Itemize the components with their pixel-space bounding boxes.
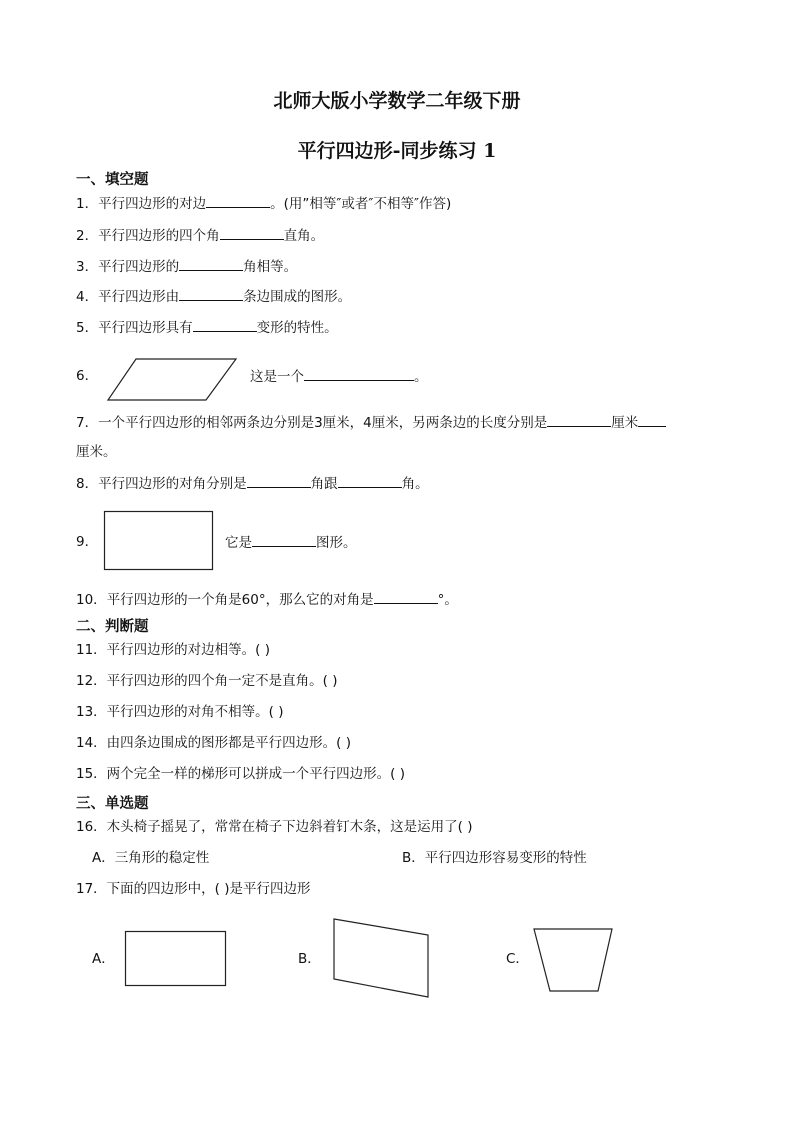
question-6 [250, 367, 428, 386]
question-number: 3． [76, 259, 99, 275]
question-text-end: 。(用”相等″或者″不相等″作答) [270, 196, 452, 212]
question-text-end: 条边围成的图形。 [243, 289, 352, 305]
section-heading-judge: 二、判断题 [76, 619, 149, 635]
question-9-number: 9． [76, 534, 99, 550]
question-text: 一个平行四边形的相邻两条边分别是3厘米，4厘米，另两条边的长度分别是 [98, 415, 548, 431]
answer-blank[interactable] [206, 194, 270, 208]
question-number: 1． [76, 196, 99, 212]
question-7 [76, 413, 666, 432]
parallelogram-option-figure [320, 915, 432, 999]
answer-blank-2[interactable] [638, 413, 666, 427]
question-text-end: 角相等。 [243, 259, 298, 275]
question-number: 10． [76, 592, 107, 608]
question-text-end: 直角。 [283, 228, 325, 244]
option-17-a[interactable]: A． [92, 951, 115, 967]
answer-blank[interactable] [220, 226, 284, 240]
question-6-number: 6． [76, 368, 99, 384]
option-17-c[interactable]: C． [506, 951, 529, 967]
question-number: 4． [76, 289, 99, 305]
question-text-end: °。 [437, 592, 458, 608]
answer-blank[interactable] [547, 413, 611, 427]
option-16-a[interactable]: A．三角形的稳定性 [92, 850, 210, 866]
answer-blank[interactable] [179, 257, 243, 271]
question-number: 7． [76, 415, 99, 431]
question-text: 平行四边形由 [98, 289, 180, 305]
option-17-b[interactable]: B． [298, 951, 321, 967]
question-text-end: 角。 [401, 476, 429, 492]
question-9 [225, 533, 357, 552]
answer-blank[interactable] [179, 287, 243, 301]
question-14: 14．由四条边围成的图形都是平行四边形。( ) [76, 735, 352, 751]
question-11: 11．平行四边形的对边相等。( ) [76, 642, 271, 658]
answer-blank[interactable] [304, 367, 414, 381]
question-text: 平行四边形的一个角是60°，那么它的对角是 [106, 592, 374, 608]
answer-blank[interactable] [374, 590, 438, 604]
question-number: 2． [76, 228, 99, 244]
question-text: 平行四边形的对角分别是 [98, 476, 247, 492]
question-text-end: 。 [414, 369, 428, 385]
document-title: 北师大版小学数学二年级下册 [273, 90, 521, 112]
question-text: 平行四边形的 [98, 259, 180, 275]
question-12: 12．平行四边形的四个角一定不是直角。( ) [76, 673, 338, 689]
question-7-continued: 厘米。 [76, 444, 117, 460]
question-text: 平行四边形具有 [98, 320, 193, 336]
question-1 [76, 194, 451, 213]
question-text-mid: 角跟 [310, 476, 338, 492]
answer-blank[interactable] [247, 474, 311, 488]
trapezoid-option-figure [528, 925, 618, 995]
question-text: 它是 [225, 535, 252, 551]
rectangle-option-figure [124, 930, 228, 988]
question-13: 13．平行四边形的对角不相等。( ) [76, 704, 284, 720]
question-15: 15．两个完全一样的梯形可以拼成一个平行四边形。( ) [76, 766, 406, 782]
question-16: 16．木头椅子摇晃了，常常在椅子下边斜着钉木条，这是运用了( ) [76, 819, 473, 835]
question-number: 8． [76, 476, 99, 492]
option-16-b[interactable]: B．平行四边形容易变形的特性 [402, 850, 587, 866]
rectangle-figure [103, 510, 215, 572]
question-2 [76, 226, 324, 245]
document-subtitle: 平行四边形-同步练习 1 [297, 140, 497, 162]
question-text-end: 变形的特性。 [256, 320, 338, 336]
question-text: 平行四边形的四个角 [98, 228, 220, 244]
question-text-end: 图形。 [316, 535, 357, 551]
answer-blank-2[interactable] [338, 474, 402, 488]
question-text: 平行四边形的对边 [98, 196, 207, 212]
question-text-mid: 厘米 [611, 415, 639, 431]
section-heading-choice: 三、单选题 [76, 796, 149, 812]
question-5 [76, 318, 338, 337]
question-4 [76, 287, 351, 306]
question-17: 17．下面的四边形中，( )是平行四边形 [76, 881, 311, 897]
question-8 [76, 474, 429, 493]
question-number: 5． [76, 320, 99, 336]
section-heading-fill-in: 一、填空题 [76, 172, 149, 188]
question-3 [76, 257, 297, 276]
answer-blank[interactable] [252, 533, 316, 547]
question-text: 这是一个 [250, 369, 304, 385]
parallelogram-figure [106, 356, 240, 404]
question-10 [76, 590, 458, 609]
answer-blank[interactable] [193, 318, 257, 332]
